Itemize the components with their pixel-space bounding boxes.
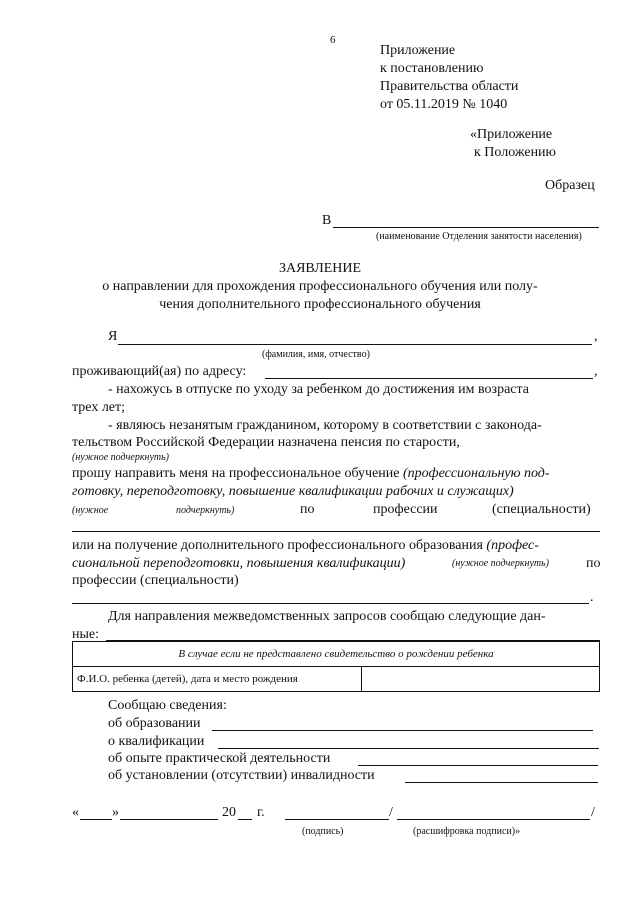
interdept-line-2: ные: xyxy=(72,627,100,642)
header-line-5: «Приложение xyxy=(470,127,553,142)
addl-profession-line[interactable] xyxy=(72,603,589,604)
page-number: 6 xyxy=(330,34,336,46)
addressee-prefix: В xyxy=(322,213,332,228)
header-line-4: от 05.11.2019 № 1040 xyxy=(380,97,508,112)
request-1-plain: прошу направить меня на профессиональное обучение xyxy=(72,466,403,481)
residing-label: проживающий(ая) по адресу: xyxy=(72,364,247,379)
title-sub-2: чения дополнительного профессионального обучения xyxy=(159,297,481,312)
request-line-1 xyxy=(72,466,550,482)
child-fio-label: Ф.И.О. ребенка (детей), дата и место рождения xyxy=(73,667,362,692)
table-header-row xyxy=(73,642,600,667)
req3-note-2: подчеркнуть) xyxy=(176,505,235,516)
leave-text-2: трех лет; xyxy=(72,400,126,415)
title-main: ЗАЯВЛЕНИЕ xyxy=(278,261,362,276)
addl-line-2-po: по xyxy=(586,556,601,571)
title-sub-1: о направлении для прохождения профессионального обучения или полу- xyxy=(102,279,538,294)
date-close-quote: » xyxy=(112,805,119,820)
experience-line[interactable] xyxy=(358,765,598,766)
child-info-table xyxy=(72,641,600,692)
header-line-6: к Положению xyxy=(474,145,557,160)
child-fio-value[interactable] xyxy=(362,667,600,692)
header-line-3: Правительства области xyxy=(380,79,519,94)
year-suffix: г. xyxy=(257,805,265,820)
year-prefix: 20 xyxy=(222,805,236,820)
addressee-line[interactable] xyxy=(333,227,599,228)
signature-line[interactable] xyxy=(285,819,389,820)
addressee-caption: (наименование Отделения занятости населения) xyxy=(376,231,582,242)
decode-caption: (расшифровка подписи)» xyxy=(413,826,521,837)
req3-spec: (специальности) xyxy=(492,502,591,517)
signature-slash-2: / xyxy=(591,805,595,820)
header-line-2: к постановлению xyxy=(380,61,484,76)
fio-line[interactable] xyxy=(118,344,592,345)
profession-line[interactable] xyxy=(72,531,600,532)
fio-comma: , xyxy=(594,329,598,344)
table-row xyxy=(73,667,600,692)
addl-period: . xyxy=(590,590,594,605)
sign-caption: (подпись) xyxy=(302,826,344,837)
date-month-line[interactable] xyxy=(120,819,218,820)
education-line[interactable] xyxy=(212,730,593,731)
leave-text-1: - нахожусь в отпуске по уходу за ребенком до достижения им возраста xyxy=(108,382,530,397)
addl-1-italic: (профес- xyxy=(486,538,539,553)
qualification-line[interactable] xyxy=(218,748,599,749)
address-comma: , xyxy=(594,364,598,379)
fio-caption: (фамилия, имя, отчество) xyxy=(262,349,370,360)
signature-slash-1: / xyxy=(389,805,393,820)
unemp-text-2: тельством Российской Федерации назначена пенсия по старости, xyxy=(72,435,460,450)
i-prefix: Я xyxy=(108,329,118,344)
req3-po: по xyxy=(300,502,315,517)
disability-line[interactable] xyxy=(405,782,598,783)
qualification-label: о квалификации xyxy=(108,734,205,749)
year-line[interactable] xyxy=(238,819,252,820)
underline-note: (нужное подчеркнуть) xyxy=(72,452,169,463)
request-line-2: готовку, переподготовку, повышение квалификации рабочих и служащих) xyxy=(72,484,514,499)
education-label: об образовании xyxy=(108,716,201,731)
addl-line-2-note: (нужное подчеркнуть) xyxy=(452,558,549,569)
date-day-line[interactable] xyxy=(80,819,112,820)
addl-line-3: профессии (специальности) xyxy=(72,573,239,588)
date-open-quote: « xyxy=(72,805,79,820)
address-line[interactable] xyxy=(265,378,593,379)
experience-label: об опыте практической деятельности xyxy=(108,751,331,766)
interdept-line-1: Для направления межведомственных запросов сообщаю следующие дан- xyxy=(108,609,546,624)
req3-prof: профессии xyxy=(373,502,438,517)
unemp-text-1: - являюсь незанятым гражданином, которому в соответствии с законода- xyxy=(108,418,542,433)
addl-line-1 xyxy=(72,538,539,554)
info-heading: Сообщаю сведения: xyxy=(108,698,227,713)
decode-line[interactable] xyxy=(397,819,590,820)
addl-line-2-italic: сиональной переподготовки, повышения квалификации) xyxy=(72,556,406,571)
disability-label: об установлении (отсутствии) инвалидности xyxy=(108,768,375,783)
request-1-italic: (профессиональную под- xyxy=(402,466,550,481)
table-header: В случае если не представлено свидетельство о рождении ребенка xyxy=(73,642,600,667)
req3-note-1: (нужное xyxy=(72,505,109,516)
header-line-1: Приложение xyxy=(380,43,456,58)
sample-label: Образец xyxy=(545,178,595,193)
addl-1-plain: или на получение дополнительного профессионального образования xyxy=(72,538,487,553)
